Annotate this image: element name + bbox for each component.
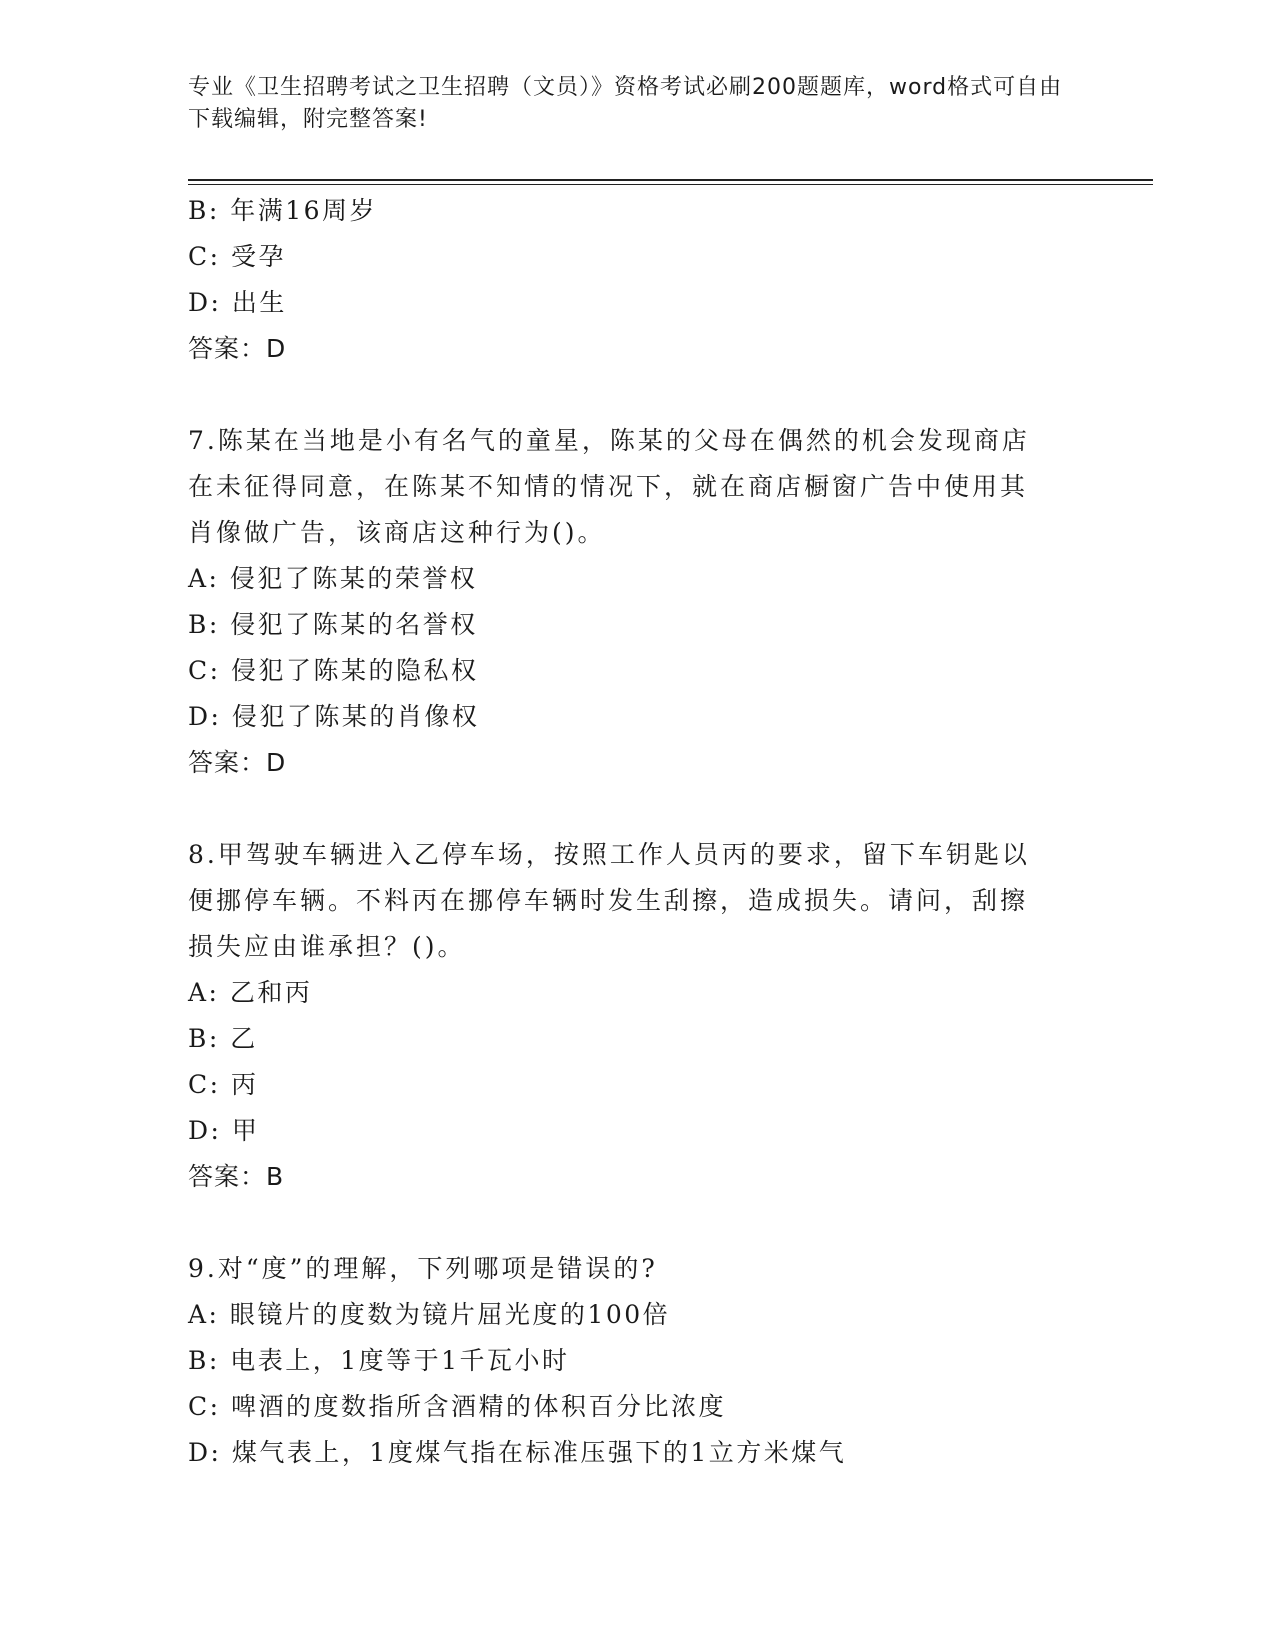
question-9 xyxy=(188,1246,1068,1476)
spacer xyxy=(188,786,1068,832)
question-stem-line: 肖像做广告，该商店这种行为()。 xyxy=(188,518,606,547)
option-a: A: 眼镜片的度数为镜片屈光度的100倍 xyxy=(188,1300,671,1329)
question-8 xyxy=(188,832,1068,1200)
answer-line: 答案：D xyxy=(188,334,287,363)
option-d: D: 侵犯了陈某的肖像权 xyxy=(188,702,480,731)
option-a: A: 侵犯了陈某的荣誉权 xyxy=(188,564,478,593)
option-b: B: 电表上，1度等于1千瓦小时 xyxy=(188,1346,570,1375)
option-c: C: 啤酒的度数指所含酒精的体积百分比浓度 xyxy=(188,1392,726,1421)
question-6-tail xyxy=(188,188,1068,372)
header-text: 专业《卫生招聘考试之卫生招聘（文员）》资格考试必刷200题题库，word格式可自由下载编辑，附完整答案! xyxy=(188,75,1063,132)
option-c: C: 受孕 xyxy=(188,242,286,271)
question-7 xyxy=(188,418,1068,786)
option-a: A: 乙和丙 xyxy=(188,978,313,1007)
option-c: C: 侵犯了陈某的隐私权 xyxy=(188,656,479,685)
question-stem-line: 7.陈某在当地是小有名气的童星，陈某的父母在偶然的机会发现商店 xyxy=(188,426,1030,455)
header-rule-thin xyxy=(188,184,1153,185)
question-stem-line: 便挪停车辆。不料丙在挪停车辆时发生刮擦，造成损失。请问，刮擦 xyxy=(188,886,1029,915)
option-b: B: 年满16周岁 xyxy=(188,196,378,225)
question-stem-line: 9.对“度”的理解，下列哪项是错误的? xyxy=(188,1254,658,1283)
option-b: B: 侵犯了陈某的名誉权 xyxy=(188,610,478,639)
header-rule-thick xyxy=(188,179,1153,181)
option-d: D: 煤气表上，1度煤气指在标准压强下的1立方米煤气 xyxy=(188,1438,847,1467)
option-c: C: 丙 xyxy=(188,1070,259,1099)
spacer xyxy=(188,1200,1068,1246)
option-b: B: 乙 xyxy=(188,1024,258,1053)
document-body xyxy=(188,188,1068,1476)
answer-line: 答案：D xyxy=(188,748,287,777)
answer-line: 答案：B xyxy=(188,1162,285,1191)
question-stem-line: 在未征得同意，在陈某不知情的情况下，就在商店橱窗广告中使用其 xyxy=(188,472,1029,501)
option-d: D: 甲 xyxy=(188,1116,260,1145)
question-stem-line: 8.甲驾驶车辆进入乙停车场，按照工作人员丙的要求，留下车钥匙以 xyxy=(188,840,1030,869)
spacer xyxy=(188,372,1068,418)
document-header xyxy=(188,72,1068,136)
option-d: D: 出生 xyxy=(188,288,287,317)
question-stem-line: 损失应由谁承担？()。 xyxy=(188,932,466,961)
